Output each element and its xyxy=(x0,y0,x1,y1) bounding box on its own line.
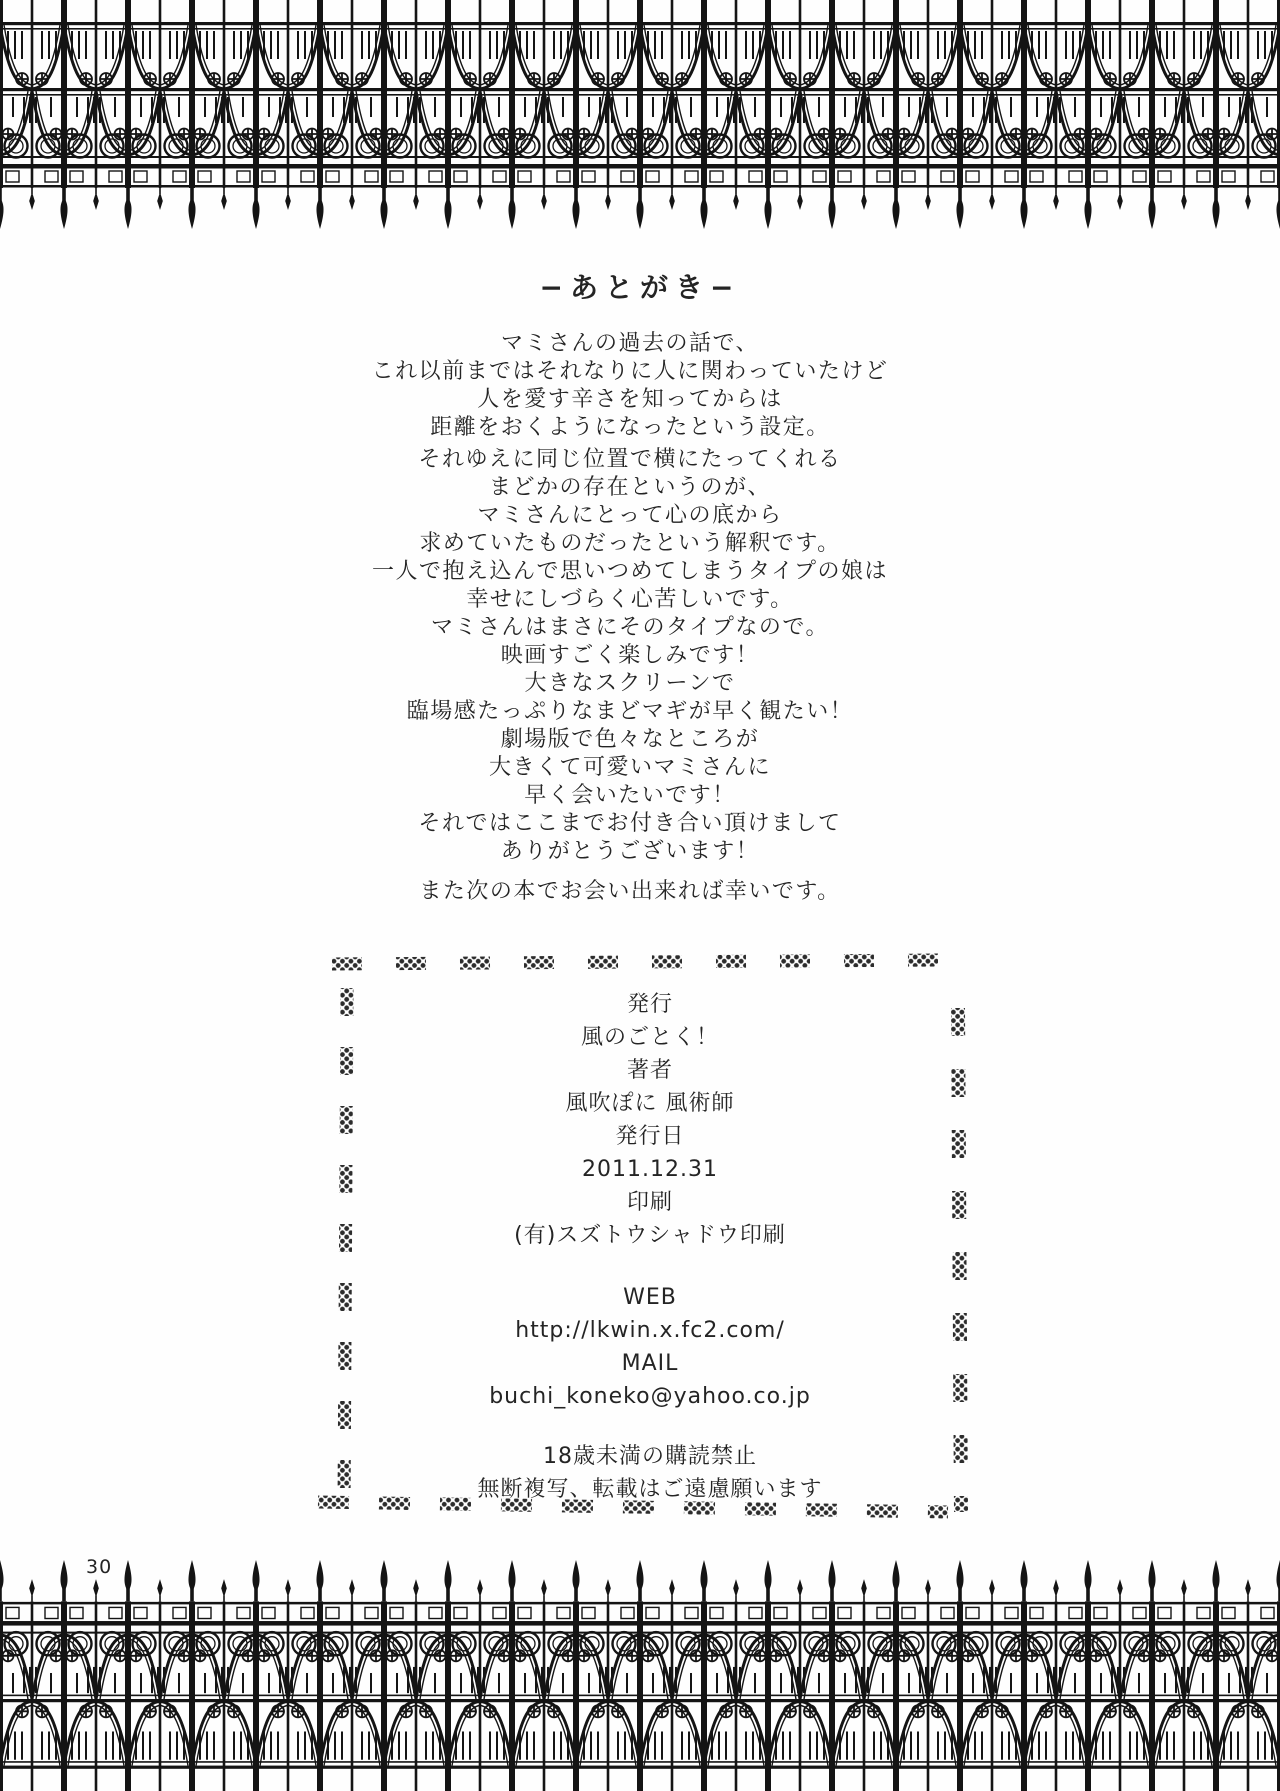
author-name: 風吹ぽに 風術師 xyxy=(565,1091,735,1116)
text-line: 一人で抱え込んで思いつめてしまうタイプの娘は xyxy=(372,559,888,584)
text-line: 人を愛す辛さを知ってからは xyxy=(477,387,783,412)
text-line: マミさんはまさにそのタイプなので。 xyxy=(431,615,829,640)
printer-label: 印刷 xyxy=(626,1190,673,1215)
author-label: 著者 xyxy=(626,1058,673,1083)
text-line: 求めていたものだったという解釈です。 xyxy=(419,531,841,556)
text-line: 大きくて可愛いマミさんに xyxy=(488,755,771,780)
colophon-publication-info xyxy=(320,988,980,1252)
text-line: マミさんにとって心の底から xyxy=(477,503,783,528)
age-restriction-notice: 18歳未満の購読禁止 xyxy=(543,1444,757,1469)
iron-fence-bottom-border xyxy=(0,1559,1280,1791)
text-line: 劇場版で色々なところが xyxy=(500,727,760,752)
afterword-paragraph-4 xyxy=(40,810,1220,866)
afterword-paragraph-5 xyxy=(40,878,1220,906)
afterword-paragraph-3 xyxy=(40,642,1220,810)
text-line: 距離をおくようになったという設定。 xyxy=(430,415,830,440)
text-line: 映画すごく楽しみです！ xyxy=(500,643,760,668)
mail-label: MAIL xyxy=(621,1351,679,1376)
date-label: 発行日 xyxy=(615,1124,685,1149)
colophon-notices xyxy=(320,1440,980,1506)
text-line: それゆえに同じ位置で横にたってくれる xyxy=(418,447,842,472)
iron-fence-top-border xyxy=(0,0,1280,230)
printer-name: (有)スズトウシャドウ印刷 xyxy=(514,1223,786,1248)
afterword-paragraph-2 xyxy=(40,446,1220,642)
text-line: それではここまでお付き合い頂けまして xyxy=(418,811,842,836)
text-line: マミさんの過去の話で、 xyxy=(500,331,760,356)
publisher-name: 風のごとく！ xyxy=(580,1025,719,1050)
text-line: 臨場感たっぷりなまどマギが早く観たい！ xyxy=(406,699,854,724)
text-line: まどかの存在というのが、 xyxy=(488,475,771,500)
afterword-paragraph-1 xyxy=(40,330,1220,442)
text-line: 早く会いたいです！ xyxy=(524,783,736,808)
colophon-contact-info xyxy=(320,1281,980,1413)
text-line: 大きなスクリーンで xyxy=(524,671,736,696)
publication-date: 2011.12.31 xyxy=(582,1157,718,1182)
page-number: 30 xyxy=(86,1556,113,1578)
copyright-notice: 無断複写、転載はご遠慮願います xyxy=(477,1477,823,1502)
page-title: −あとがき− xyxy=(539,271,741,304)
text-line: 幸せにしづらく心苦しいです。 xyxy=(466,587,794,612)
text-line: これ以前まではそれなりに人に関わっていたけど xyxy=(371,359,889,384)
web-url: http://lkwin.x.fc2.com/ xyxy=(515,1318,785,1343)
mail-address: buchi_koneko@yahoo.co.jp xyxy=(489,1384,811,1409)
text-line: ありがとうございます！ xyxy=(500,839,760,864)
web-label: WEB xyxy=(623,1285,677,1310)
text-line: また次の本でお会い出来れば幸いです。 xyxy=(419,879,841,904)
publisher-label: 発行 xyxy=(626,992,673,1017)
